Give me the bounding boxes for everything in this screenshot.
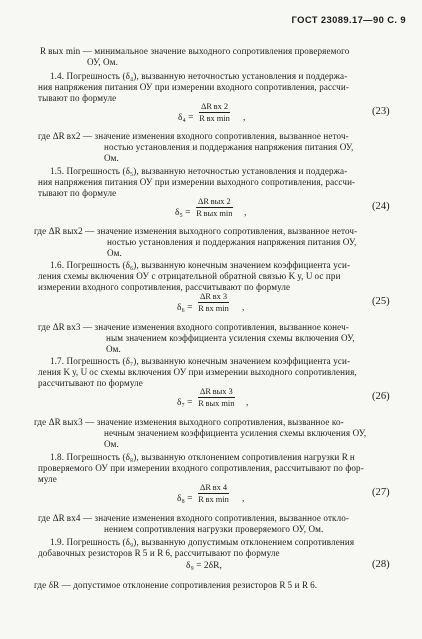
fraction-numerator: ΔR вх 3 — [200, 292, 228, 301]
formula-tail: , — [243, 113, 246, 123]
text-line: 1.6. Погрешность (δ₆), вызванную конечным значением коэффициента уси- — [50, 260, 351, 270]
text-line: 1.7. Погрешность (δ₇), вызванную конечным значением коэффициента уси- — [50, 356, 351, 366]
formula-fraction — [198, 483, 229, 504]
text-line: Ом. — [107, 248, 122, 258]
text-line: Ом. — [104, 153, 119, 163]
formula-tail: , — [246, 398, 249, 408]
formula-tail: , — [242, 303, 245, 313]
formula-expression: δ₉ = 2δR, — [186, 561, 222, 571]
formula-tail: , — [242, 494, 245, 504]
formula-lhs: δ₄ = — [178, 113, 194, 123]
text-line: ностью установления и поддержания напряжения питания ОУ, — [104, 142, 354, 152]
text-line: Ом. — [104, 439, 119, 449]
formula-lhs: δ₇ = — [177, 398, 193, 408]
text-line: добавочных резисторов R 5 и R 6, рассчитывают по формуле — [38, 548, 280, 558]
text-line: R вых min — минимальное значение выходного сопротивления проверяемого — [40, 46, 350, 56]
fraction-denominator: R вх min — [198, 304, 229, 313]
fraction-numerator: ΔR вх 4 — [200, 483, 228, 492]
equation-number: (24) — [372, 201, 390, 212]
fraction-numerator: ΔR вх 2 — [201, 102, 229, 111]
formula-tail: , — [244, 208, 247, 218]
formula-fraction — [196, 197, 233, 218]
text-line: где ΔR вх2 — значение изменения входного сопротивления, вызванное неточ- — [38, 131, 349, 141]
text-line: где ΔR вх3 — значение изменения входного сопротивления, вызванное конеч- — [38, 322, 349, 332]
text-line: муле — [38, 474, 57, 484]
text-line: ния напряжения питания ОУ при измерении входного сопротивления, рассчи- — [38, 82, 349, 92]
text-line: тывают по формуле — [38, 93, 117, 103]
equation-number: (23) — [372, 106, 390, 117]
text-line: нечным значением коэффициента усиления схемы включения ОУ, — [104, 428, 367, 438]
text-line: ления схемы включения ОУ с отрицательной обратной связью K у, U ос при — [38, 271, 341, 281]
equation-number: (26) — [372, 391, 390, 402]
text-line: 1.4. Погрешность (δ₄), вызванную неточностью установления и поддержа- — [50, 71, 348, 81]
text-line: ления K у, U ос схемы включения ОУ при измерении выходного сопротивления, — [38, 367, 357, 377]
text-line: 1.9. Погрешность (δ₉), вызванную допустимым отклонением сопротивления — [50, 537, 355, 547]
formula-lhs: δ₈ = — [177, 494, 193, 504]
text-line: ным значением коэффициента усиления схемы включения ОУ, — [106, 333, 355, 343]
fraction-denominator: R вх min — [199, 114, 230, 123]
text-line: где ΔR вх4 — значение изменения входного сопротивления, вызванное откло- — [38, 513, 350, 523]
text-line: нением сопротивления нагрузки проверяемого ОУ, Ом. — [104, 524, 324, 534]
equation-number: (27) — [372, 487, 390, 498]
text-line: ОУ, Ом. — [87, 57, 118, 67]
text-line: проверяемого ОУ при измерении входного сопротивления, рассчитывают по фор- — [38, 463, 364, 473]
fraction-denominator: R вх min — [198, 495, 229, 504]
text-line: рассчитывают по формуле — [38, 378, 143, 388]
formula-lhs: δ₅ = — [175, 208, 191, 218]
text-line: 1.8. Погрешность (δ₈), вызванную отклонением сопротивления нагрузки R н — [50, 452, 355, 462]
text-line: 1.5. Погрешность (δ₅), вызванную неточностью установления и поддержа- — [50, 166, 348, 176]
text-line: измерении входного сопротивления, рассчитывают по формуле — [38, 282, 291, 292]
text-line: ностью установления и поддержания напряжения питания ОУ, — [107, 237, 357, 247]
formula-fraction — [199, 102, 230, 123]
formula-lhs: δ₆ = — [177, 303, 193, 313]
fraction-numerator: ΔR вых 2 — [198, 197, 231, 206]
equation-number: (28) — [372, 559, 390, 570]
formula-fraction — [198, 292, 229, 313]
fraction-denominator: R вых min — [196, 209, 233, 218]
page-header: ГОСТ 23089.17—90 С. 9 — [291, 14, 406, 25]
text-line: тывают по формуле — [38, 188, 117, 198]
text-line: Ом. — [106, 344, 121, 354]
text-line: ния напряжения питания ОУ при измерении выходного сопротивления, рассчи- — [38, 177, 356, 187]
equation-number: (25) — [372, 296, 390, 307]
text-line: где ΔR вых3 — значение изменения выходного сопротивления, вызванное ко- — [34, 417, 344, 427]
text-line: где δR — допустимое отклонение сопротивления резисторов R 5 и R 6. — [34, 580, 318, 590]
text-line: где ΔR вых2 — значение изменения выходного сопротивления, вызванное неточ- — [34, 226, 358, 236]
fraction-denominator: R вых min — [198, 399, 235, 408]
fraction-numerator: ΔR вых 3 — [200, 387, 233, 396]
formula-fraction — [198, 387, 235, 408]
